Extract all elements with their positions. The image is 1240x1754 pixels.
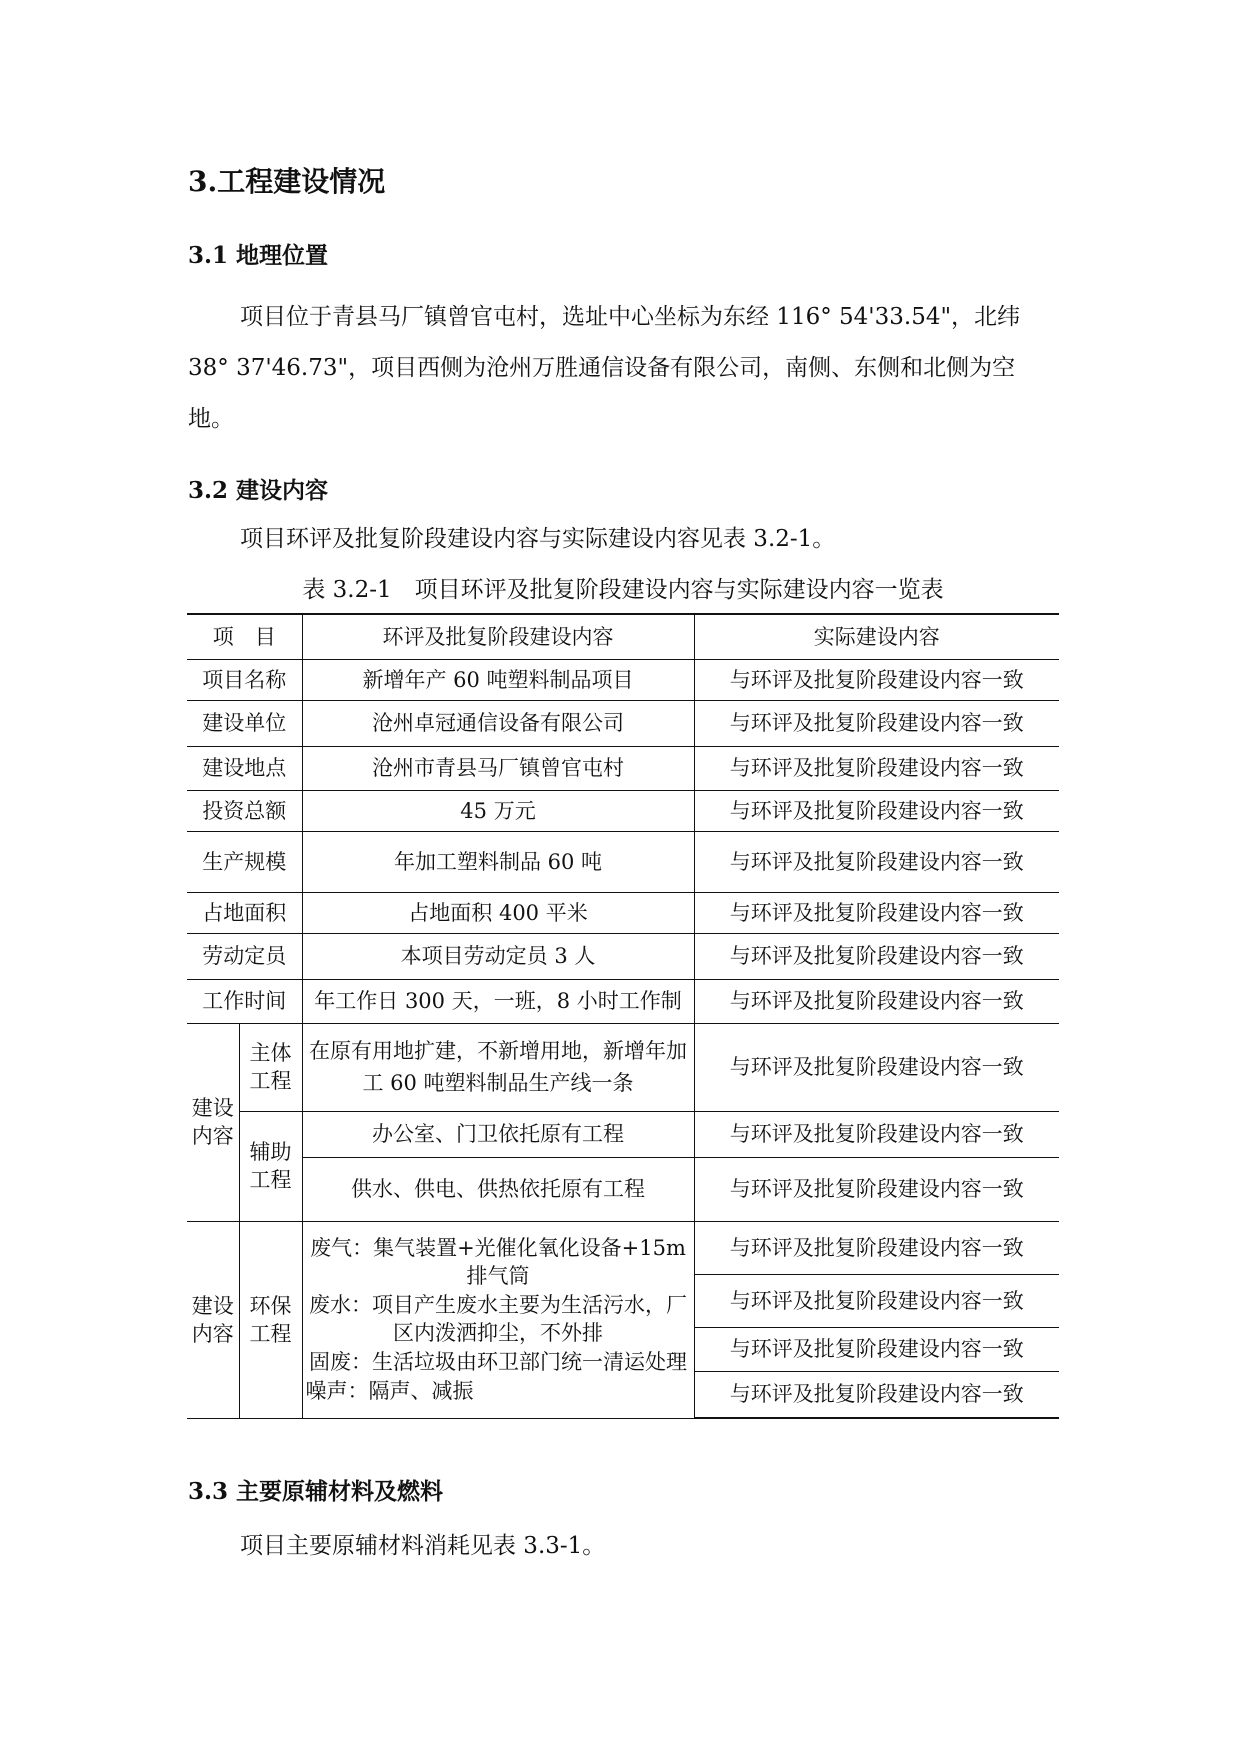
main-project-actual: 与环评及批复阶段建设内容一致 <box>694 1023 1059 1111</box>
row-item: 劳动定员 <box>187 933 302 979</box>
row-actual: 与环评及批复阶段建设内容一致 <box>694 659 1059 700</box>
paragraph-construction-content: 项目环评及批复阶段建设内容与实际建设内容见表 3.2-1。 <box>240 526 836 552</box>
section-title: 3.工程建设情况 <box>188 165 386 198</box>
aux-project-label: 辅助 工程 <box>239 1111 302 1221</box>
row-actual: 与环评及批复阶段建设内容一致 <box>694 746 1059 790</box>
env-planned-solid-waste: 固废：生活垃圾由环卫部门统一清运处理 <box>309 1350 687 1374</box>
env-actual: 与环评及批复阶段建设内容一致 <box>694 1221 1059 1274</box>
env-actual: 与环评及批复阶段建设内容一致 <box>694 1327 1059 1371</box>
table-row <box>187 790 1059 831</box>
table-row <box>187 1111 1059 1157</box>
row-planned: 本项目劳动定员 3 人 <box>302 933 694 979</box>
row-item: 建设地点 <box>187 746 302 790</box>
row-planned: 沧州卓冠通信设备有限公司 <box>302 700 694 746</box>
row-actual: 与环评及批复阶段建设内容一致 <box>694 831 1059 892</box>
row-actual: 与环评及批复阶段建设内容一致 <box>694 979 1059 1023</box>
env-planned-noise: 噪声：隔声、减振 <box>305 1379 474 1403</box>
row-planned: 年加工塑料制品 60 吨 <box>302 831 694 892</box>
env-actual: 与环评及批复阶段建设内容一致 <box>694 1371 1059 1418</box>
heading-raw-materials: 3.3 主要原辅材料及燃料 <box>188 1478 444 1505</box>
env-planned-waste-water: 废水：项目产生废水主要为生活污水，厂区内泼洒抑尘，不外排 <box>309 1293 687 1345</box>
row-item: 建设单位 <box>187 700 302 746</box>
paragraph-raw-materials: 项目主要原辅材料消耗见表 3.3-1。 <box>240 1533 606 1559</box>
env-project-label: 环保 工程 <box>239 1221 302 1418</box>
row-planned: 新增年产 60 吨塑料制品项目 <box>302 659 694 700</box>
env-project-planned <box>302 1221 694 1418</box>
env-actual: 与环评及批复阶段建设内容一致 <box>694 1274 1059 1327</box>
aux-project-planned: 办公室、门卫依托原有工程 <box>302 1111 694 1157</box>
main-project-label: 主体 工程 <box>239 1023 302 1111</box>
group2-label: 建设 内容 <box>187 1221 239 1418</box>
table-row <box>187 1221 1059 1274</box>
table-header-row <box>187 614 1059 659</box>
row-item: 占地面积 <box>187 892 302 933</box>
heading-construction-content: 3.2 建设内容 <box>188 477 329 504</box>
row-item: 生产规模 <box>187 831 302 892</box>
table-row <box>187 933 1059 979</box>
env-planned-waste-gas: 废气：集气装置+光催化氧化设备+15m 排气筒 <box>310 1236 686 1288</box>
row-actual: 与环评及批复阶段建设内容一致 <box>694 933 1059 979</box>
table-row <box>187 659 1059 700</box>
main-project-planned: 在原有用地扩建，不新增用地，新增年加工 60 吨塑料制品生产线一条 <box>302 1023 694 1111</box>
heading-geo-location: 3.1 地理位置 <box>188 242 329 269</box>
row-planned: 占地面积 400 平米 <box>302 892 694 933</box>
aux-project-planned: 供水、供电、供热依托原有工程 <box>302 1157 694 1221</box>
row-planned: 45 万元 <box>302 790 694 831</box>
row-actual: 与环评及批复阶段建设内容一致 <box>694 790 1059 831</box>
header-planned: 环评及批复阶段建设内容 <box>302 614 694 659</box>
table-row <box>187 1157 1059 1221</box>
header-item: 项 目 <box>187 614 302 659</box>
row-item: 项目名称 <box>187 659 302 700</box>
paragraph-geo-location: 项目位于青县马厂镇曾官屯村，选址中心坐标为东经 116° 54'33.54"，北纬 38° 37'46.73"，项目西侧为沧州万胜通信设备有限公司，南侧、东侧和北侧为空地。 <box>188 304 1021 432</box>
table-row <box>187 892 1059 933</box>
construction-content-table <box>187 613 1059 1419</box>
row-item: 工作时间 <box>187 979 302 1023</box>
row-actual: 与环评及批复阶段建设内容一致 <box>694 700 1059 746</box>
aux-project-actual: 与环评及批复阶段建设内容一致 <box>694 1157 1059 1221</box>
row-actual: 与环评及批复阶段建设内容一致 <box>694 892 1059 933</box>
group1-label: 建设 内容 <box>187 1023 239 1221</box>
row-planned: 年工作日 300 天，一班，8 小时工作制 <box>302 979 694 1023</box>
table-row <box>187 979 1059 1023</box>
row-planned: 沧州市青县马厂镇曾官屯村 <box>302 746 694 790</box>
table-row <box>187 700 1059 746</box>
table-row <box>187 746 1059 790</box>
aux-project-actual: 与环评及批复阶段建设内容一致 <box>694 1111 1059 1157</box>
table-row <box>187 831 1059 892</box>
row-item: 投资总额 <box>187 790 302 831</box>
table-row <box>187 1023 1059 1111</box>
header-actual: 实际建设内容 <box>694 614 1059 659</box>
table-caption: 表 3.2-1 项目环评及批复阶段建设内容与实际建设内容一览表 <box>302 577 944 603</box>
